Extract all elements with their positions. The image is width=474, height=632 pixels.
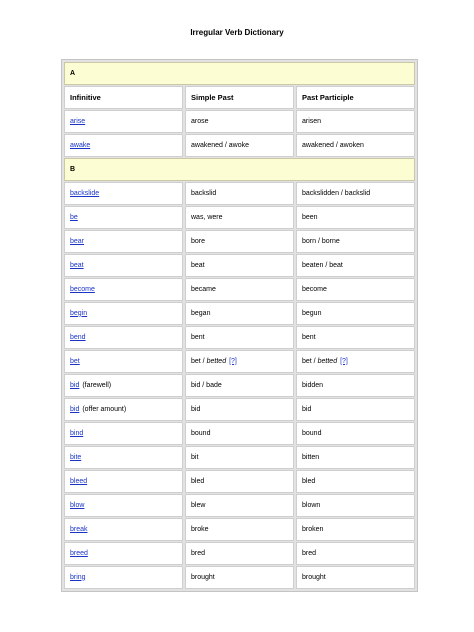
infinitive-cell — [64, 542, 183, 565]
past-participle-cell — [296, 470, 415, 493]
page-title: Irregular Verb Dictionary — [190, 28, 284, 37]
past-participle-cell — [296, 134, 415, 157]
verb-link[interactable]: bid — [70, 405, 80, 413]
reference-link[interactable]: [?] — [229, 357, 237, 365]
verb-link[interactable]: begin — [70, 309, 88, 317]
past-participle-text: bidden — [302, 381, 324, 389]
simple-past-text: bit — [191, 453, 199, 461]
table-row — [64, 542, 415, 565]
simple-past-text: arose — [191, 117, 209, 125]
infinitive-cell — [64, 518, 183, 541]
infinitive-cell — [64, 350, 183, 373]
table-row — [64, 422, 415, 445]
verb-link[interactable]: break — [70, 525, 88, 533]
verb-link[interactable]: bid — [70, 381, 80, 389]
infinitive-cell — [64, 230, 183, 253]
past-participle-text: awakened / awoken — [302, 141, 364, 149]
verb-link[interactable]: awake — [70, 141, 91, 149]
table-row — [64, 110, 415, 133]
simple-past-text: bet / — [191, 357, 205, 365]
past-participle-text: bid — [302, 405, 312, 413]
simple-past-cell — [185, 398, 294, 421]
verb-link[interactable]: breed — [70, 549, 88, 557]
infinitive-cell — [64, 134, 183, 157]
past-participle-text: bound — [302, 429, 322, 437]
verb-link[interactable]: bite — [70, 453, 82, 461]
table-row — [64, 254, 415, 277]
simple-past-cell — [185, 206, 294, 229]
past-participle-cell — [296, 422, 415, 445]
table-row — [64, 446, 415, 469]
simple-past-cell — [185, 542, 294, 565]
past-participle-text: born / borne — [302, 237, 340, 245]
simple-past-text: bid / bade — [191, 381, 222, 389]
past-participle-cell — [296, 110, 415, 133]
simple-past-cell — [185, 110, 294, 133]
verb-note: (offer amount) — [82, 405, 127, 413]
infinitive-cell — [64, 110, 183, 133]
table-row — [64, 134, 415, 157]
table-row — [64, 374, 415, 397]
past-participle-text: become — [302, 285, 327, 293]
verb-link[interactable]: beat — [70, 261, 84, 269]
simple-past-text: became — [191, 285, 216, 293]
infinitive-cell — [64, 566, 183, 589]
simple-past-cell — [185, 446, 294, 469]
verb-link[interactable]: become — [70, 285, 95, 293]
simple-past-cell — [185, 470, 294, 493]
simple-past-cell — [185, 422, 294, 445]
verb-note: (farewell) — [82, 381, 112, 389]
simple-past-cell — [185, 230, 294, 253]
verb-link[interactable]: be — [70, 213, 78, 221]
past-participle-cell — [296, 494, 415, 517]
verb-link[interactable]: blow — [70, 501, 85, 509]
past-participle-text: bet / — [302, 357, 316, 365]
verb-link[interactable]: bend — [70, 333, 86, 341]
infinitive-cell — [64, 278, 183, 301]
past-participle-cell — [296, 302, 415, 325]
section-letter: A — [64, 62, 415, 85]
simple-past-text: beat — [191, 261, 205, 269]
past-participle-text: blown — [302, 501, 321, 509]
past-participle-cell — [296, 542, 415, 565]
infinitive-cell — [64, 446, 183, 469]
past-participle-cell — [296, 206, 415, 229]
past-participle-text: bitten — [302, 453, 320, 461]
table-row — [64, 206, 415, 229]
simple-past-text: bent — [191, 333, 205, 341]
infinitive-cell — [64, 470, 183, 493]
infinitive-cell — [64, 494, 183, 517]
simple-past-cell — [185, 182, 294, 205]
past-participle-text: been — [302, 213, 318, 221]
past-participle-cell — [296, 398, 415, 421]
simple-past-cell — [185, 254, 294, 277]
simple-past-cell — [185, 350, 294, 373]
column-header-row — [64, 86, 415, 109]
infinitive-cell — [64, 374, 183, 397]
simple-past-cell — [185, 134, 294, 157]
past-participle-variant: betted — [317, 357, 338, 365]
infinitive-header: Infinitive — [64, 86, 183, 109]
infinitive-cell — [64, 422, 183, 445]
simple-past-text: broke — [191, 525, 209, 533]
simple-past-variant: betted — [206, 357, 227, 365]
infinitive-cell — [64, 182, 183, 205]
simple-past-text: blew — [191, 501, 206, 509]
verb-table — [61, 59, 418, 592]
table-row — [64, 470, 415, 493]
table-row — [64, 350, 415, 373]
simple-past-cell — [185, 494, 294, 517]
simple-past-text: began — [191, 309, 211, 317]
past-participle-cell — [296, 374, 415, 397]
past-participle-text: brought — [302, 573, 326, 581]
simple-past-cell — [185, 518, 294, 541]
past-participle-header: Past Participle — [296, 86, 415, 109]
simple-past-text: bled — [191, 477, 205, 485]
table-row — [64, 182, 415, 205]
past-participle-cell — [296, 446, 415, 469]
table-row — [64, 518, 415, 541]
verb-link[interactable]: bind — [70, 429, 84, 437]
simple-past-text: backslid — [191, 189, 217, 197]
simple-past-cell — [185, 374, 294, 397]
simple-past-cell — [185, 278, 294, 301]
verb-link[interactable]: bet — [70, 357, 80, 365]
simple-past-text: bid — [191, 405, 201, 413]
verb-link[interactable]: arise — [70, 117, 86, 125]
past-participle-cell — [296, 278, 415, 301]
infinitive-cell — [64, 254, 183, 277]
past-participle-cell — [296, 566, 415, 589]
past-participle-cell — [296, 182, 415, 205]
past-participle-text: bred — [302, 549, 317, 557]
infinitive-cell — [64, 206, 183, 229]
past-participle-text: beaten / beat — [302, 261, 343, 269]
simple-past-header: Simple Past — [185, 86, 294, 109]
past-participle-text: begun — [302, 309, 322, 317]
past-participle-text: bled — [302, 477, 316, 485]
past-participle-cell — [296, 230, 415, 253]
past-participle-cell — [296, 326, 415, 349]
simple-past-text: awakened / awoke — [191, 141, 249, 149]
section-header-row — [64, 158, 415, 181]
table-row — [64, 230, 415, 253]
verb-link[interactable]: bear — [70, 237, 85, 245]
simple-past-cell — [185, 302, 294, 325]
verb-link[interactable]: backslide — [70, 189, 100, 197]
verb-link[interactable]: bring — [70, 573, 86, 581]
past-participle-text: broken — [302, 525, 324, 533]
simple-past-text: bound — [191, 429, 211, 437]
past-participle-cell — [296, 254, 415, 277]
simple-past-text: was, were — [191, 213, 223, 221]
past-participle-cell — [296, 518, 415, 541]
infinitive-cell — [64, 398, 183, 421]
table-row — [64, 566, 415, 589]
past-participle-text: bent — [302, 333, 316, 341]
section-header-row — [64, 62, 415, 85]
table-row — [64, 278, 415, 301]
simple-past-text: brought — [191, 573, 215, 581]
simple-past-text: bred — [191, 549, 206, 557]
past-participle-text: backslidden / backslid — [302, 189, 371, 197]
table-row — [64, 494, 415, 517]
past-participle-cell — [296, 350, 415, 373]
infinitive-cell — [64, 326, 183, 349]
past-participle-text: arisen — [302, 117, 322, 125]
table-row — [64, 302, 415, 325]
verb-link[interactable]: bleed — [70, 477, 88, 485]
table-row — [64, 398, 415, 421]
simple-past-cell — [185, 326, 294, 349]
section-letter: B — [64, 158, 415, 181]
infinitive-cell — [64, 302, 183, 325]
simple-past-text: bore — [191, 237, 206, 245]
reference-link[interactable]: [?] — [340, 357, 348, 365]
simple-past-cell — [185, 566, 294, 589]
table-row — [64, 326, 415, 349]
